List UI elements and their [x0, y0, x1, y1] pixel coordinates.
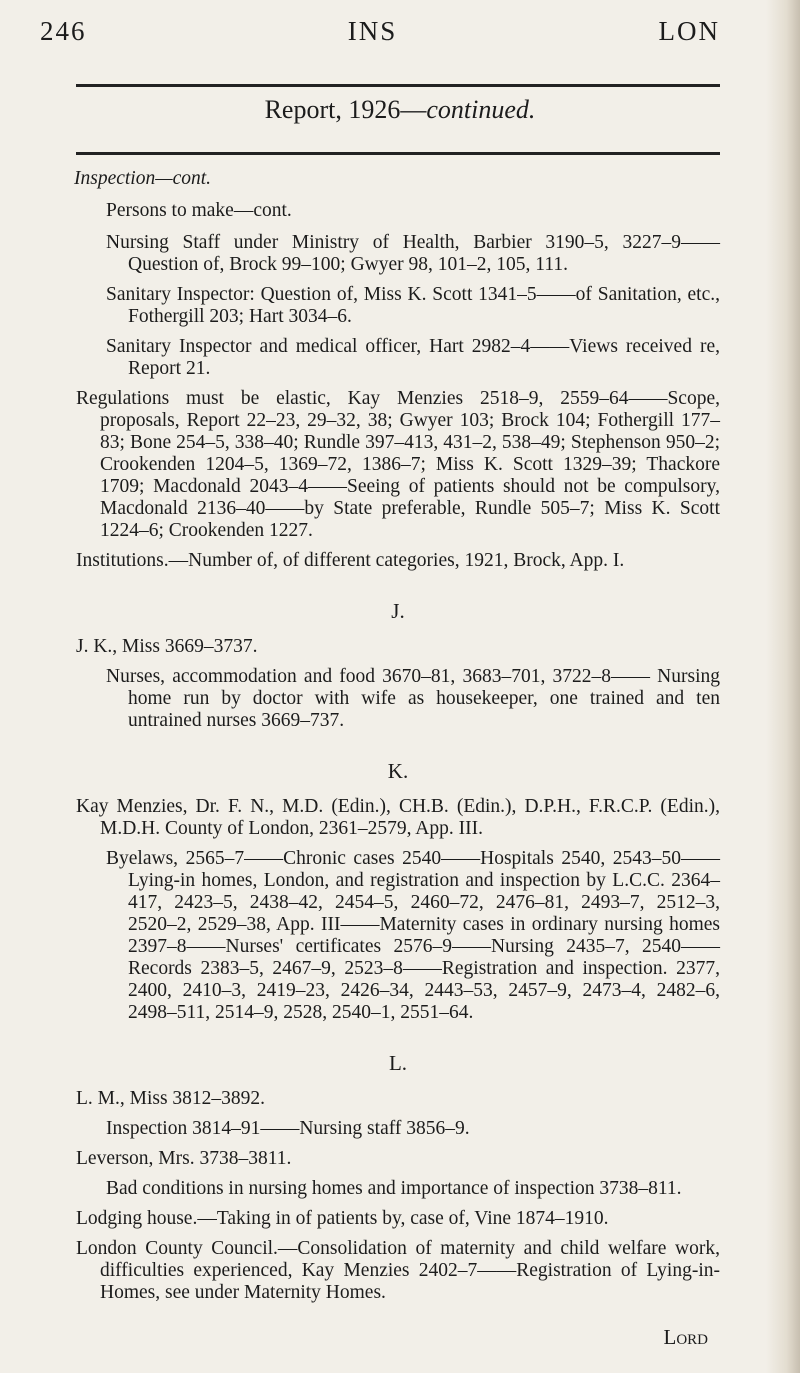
index-entry: Byelaws, 2565–7——Chronic cases 2540——Hospitals 2540, 2543–50—— Lying-in homes, London, and registration and inspection by L.C.C. 2364–417, 2423–5, 2438–42, 2454–5, 2460–72, 2476–81, 2493–7, 2512–3, 2520–2, 2529–38, App. III——Maternity cases in ordinary nursing homes 2397–8——Nurses' certificates 2576–9——Nursing 2435–7, 2540——Records 2383–5, 2467–9, 2523–8——Registration and inspection. 2377, 2400, 2410–3, 2419–23, 2426–34, 2443–53, 2457–9, 2473–4, 2482–6, 2498–511, 2514–9, 2528, 2540–1, 2551–64.	[106, 848, 720, 1023]
subheading: Persons to make—cont.	[106, 200, 292, 221]
index-entry: Sanitary Inspector: Question of, Miss K. Scott 1341–5——of Sanitation, etc., Fothergill 203; Hart 3034–6.	[106, 284, 720, 327]
index-entry-lodging: Lodging house.—Taking in of patients by, case of, Vine 1874–1910.	[76, 1208, 609, 1229]
header-guide-right: LON	[658, 16, 720, 46]
title-continued: continued.	[426, 95, 536, 124]
index-entry: Nurses, accommodation and food 3670–81, 3683–701, 3722–8—— Nursing home run by doctor with wife as housekeeper, one trained and ten untrained nurses 3669–737.	[106, 666, 720, 731]
index-entry-regulations: Regulations must be elastic, Kay Menzies 2518–9, 2559–64——Scope, proposals, Report 22–23, 29–32, 38; Gwyer 103; Brock 104; Fothergill 177–83; Bone 254–5, 338–40; Rundle 397–413, 431–2, 538–49; Stephenson 950–2; Crookenden 1204–5, 1369–72, 1386–7; Miss K. Scott 1329–39; Thackore 1709; Macdonald 2043–4——Seeing of patients should not be compulsory, Macdonald 2136–40——by State preferable, Rundle 505–7; Miss K. Scott 1224–6; Crookenden 1227.	[76, 388, 720, 541]
index-body	[76, 168, 720, 1348]
letter-heading-k: K.	[387, 759, 409, 783]
header-guide-left: INS	[347, 16, 398, 46]
running-header	[40, 16, 720, 47]
index-head-k: Kay Menzies, Dr. F. N., M.D. (Edin.), CH.B. (Edin.), D.P.H., F.R.C.P. (Edin.), M.D.H. County of London, 2361–2579, App. III.	[76, 796, 720, 839]
index-head-l: L. M., Miss 3812–3892.	[76, 1088, 266, 1109]
index-entry: Nursing Staff under Ministry of Health, Barbier 3190–5, 3227–9—— Question of, Brock 99–100; Gwyer 98, 101–2, 105, 111.	[106, 232, 720, 275]
letter-heading-j: J.	[391, 599, 405, 623]
letter-heading-l: L.	[388, 1051, 408, 1075]
index-entry-institutions: Institutions.—Number of, of different categories, 1921, Brock, App. I.	[76, 550, 625, 571]
catchword: Lord	[663, 1325, 708, 1349]
index-entry: Inspection 3814–91——Nursing staff 3856–9.	[106, 1118, 470, 1139]
page-edge-shadow	[766, 0, 800, 1373]
bottom-rule	[76, 152, 720, 155]
page-title	[0, 95, 800, 125]
index-head-j: J. K., Miss 3669–3737.	[76, 636, 258, 657]
index-head-leverson: Leverson, Mrs. 3738–3811.	[76, 1148, 292, 1169]
page-number: 246	[40, 16, 87, 46]
index-entry: Sanitary Inspector and medical officer, Hart 2982–4——Views received re, Report 21.	[106, 336, 720, 379]
index-entry-lcc: London County Council.—Consolidation of maternity and child welfare work, difficulties experienced, Kay Menzies 2402–7——Registration of Lying-in-Homes, see under Maternity Homes.	[76, 1238, 720, 1303]
top-rule	[76, 84, 720, 87]
index-entry: Bad conditions in nursing homes and importance of inspection 3738–811.	[106, 1178, 682, 1199]
section-heading: Inspection—cont.	[74, 168, 212, 189]
title-main: Report, 1926—	[264, 95, 427, 124]
